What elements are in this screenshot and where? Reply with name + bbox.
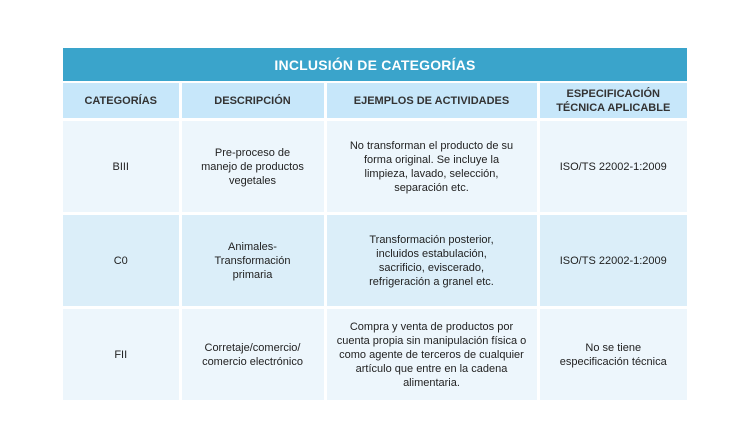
cell-ejemplos [325,308,538,401]
header-categorias: CATEGORÍAS [63,82,180,120]
cell-descripcion [180,214,325,308]
cell-especificacion [538,120,687,214]
header-especificacion: ESPECIFICACIÓN TÉCNICA APLICABLE [538,82,687,120]
descripcion-text: Pre-proceso de manejo de productos vegetales [201,146,304,187]
ejemplos-text: Compra y venta de productos por cuenta propia sin manipulación física o como agente de terceros de cualquier artículo que entre en la cadena alimentaria. [336,320,527,389]
cell-ejemplos [325,120,538,214]
especificacion-text: No se tiene especificación técnica [559,341,667,368]
descripcion-text: Animales-Transformación primaria [214,240,291,281]
table-title: INCLUSIÓN DE CATEGORÍAS [63,48,687,81]
ejemplos-text: Transformación posterior, incluidos estabulación, sacrificio, eviscerado, refrigeración a granel etc. [369,233,494,288]
table-row [63,214,687,308]
cell-especificacion [538,308,687,401]
categoria-text: FII [114,348,128,361]
cell-descripcion [180,308,325,401]
categoria-text: BIII [112,160,129,173]
categories-grid [63,81,687,400]
cell-categoria [63,214,180,308]
categoria-text: C0 [113,254,128,267]
cell-ejemplos [325,214,538,308]
cell-categoria [63,120,180,214]
header-row [63,82,687,120]
ejemplos-text: No transforman el producto de su forma original. Se incluye la limpieza, lavado, selección, separación etc. [349,139,514,194]
header-ejemplos: EJEMPLOS DE ACTIVIDADES [325,82,538,120]
header-descripcion: DESCRIPCIÓN [180,82,325,120]
descripcion-text: Corretaje/comercio/ comercio electrónico [202,341,303,368]
cell-categoria [63,308,180,401]
table-row [63,120,687,214]
cell-descripcion [180,120,325,214]
cell-especificacion [538,214,687,308]
categories-table [63,48,687,400]
especificacion-text: ISO/TS 22002-1:2009 [559,254,667,267]
table-row [63,308,687,401]
especificacion-text: ISO/TS 22002-1:2009 [559,160,667,173]
